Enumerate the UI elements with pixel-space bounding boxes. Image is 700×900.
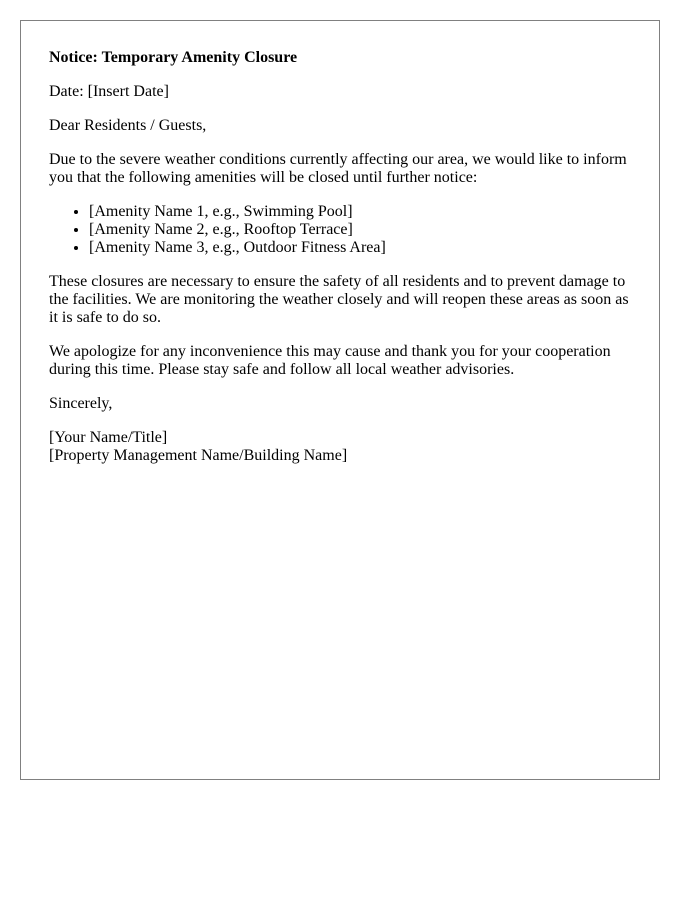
date-line: Date: [Insert Date] [49, 83, 169, 100]
signature-block [49, 429, 639, 465]
reason-paragraph: These closures are necessary to ensure the safety of all residents and to prevent damage to the facilities. We are monitoring the weather closely and will reopen these areas as soon as it is safe to do so. [49, 273, 629, 326]
notice-frame [20, 20, 660, 780]
closing: Sincerely, [49, 395, 113, 412]
salutation: Dear Residents / Guests, [49, 117, 207, 134]
amenity-item: • [Amenity Name 3, e.g., Outdoor Fitness Area] [89, 239, 639, 257]
apology-paragraph: We apologize for any inconvenience this may cause and thank you for your cooperation during this time. Please stay safe and follow all local weather advisories. [49, 343, 611, 378]
amenity-item: • [Amenity Name 2, e.g., Rooftop Terrace] [89, 221, 639, 239]
amenity-list [49, 203, 639, 257]
intro-paragraph: Due to the severe weather conditions currently affecting our area, we would like to inform you that the following amenities will be closed until further notice: [49, 151, 627, 186]
notice-title: Notice: Temporary Amenity Closure [49, 49, 298, 66]
notice-content [49, 49, 639, 481]
amenity-item: • [Amenity Name 1, e.g., Swimming Pool] [89, 203, 639, 221]
signature-name: [Your Name/Title] [49, 429, 168, 446]
signature-organization: [Property Management Name/Building Name] [49, 447, 348, 464]
